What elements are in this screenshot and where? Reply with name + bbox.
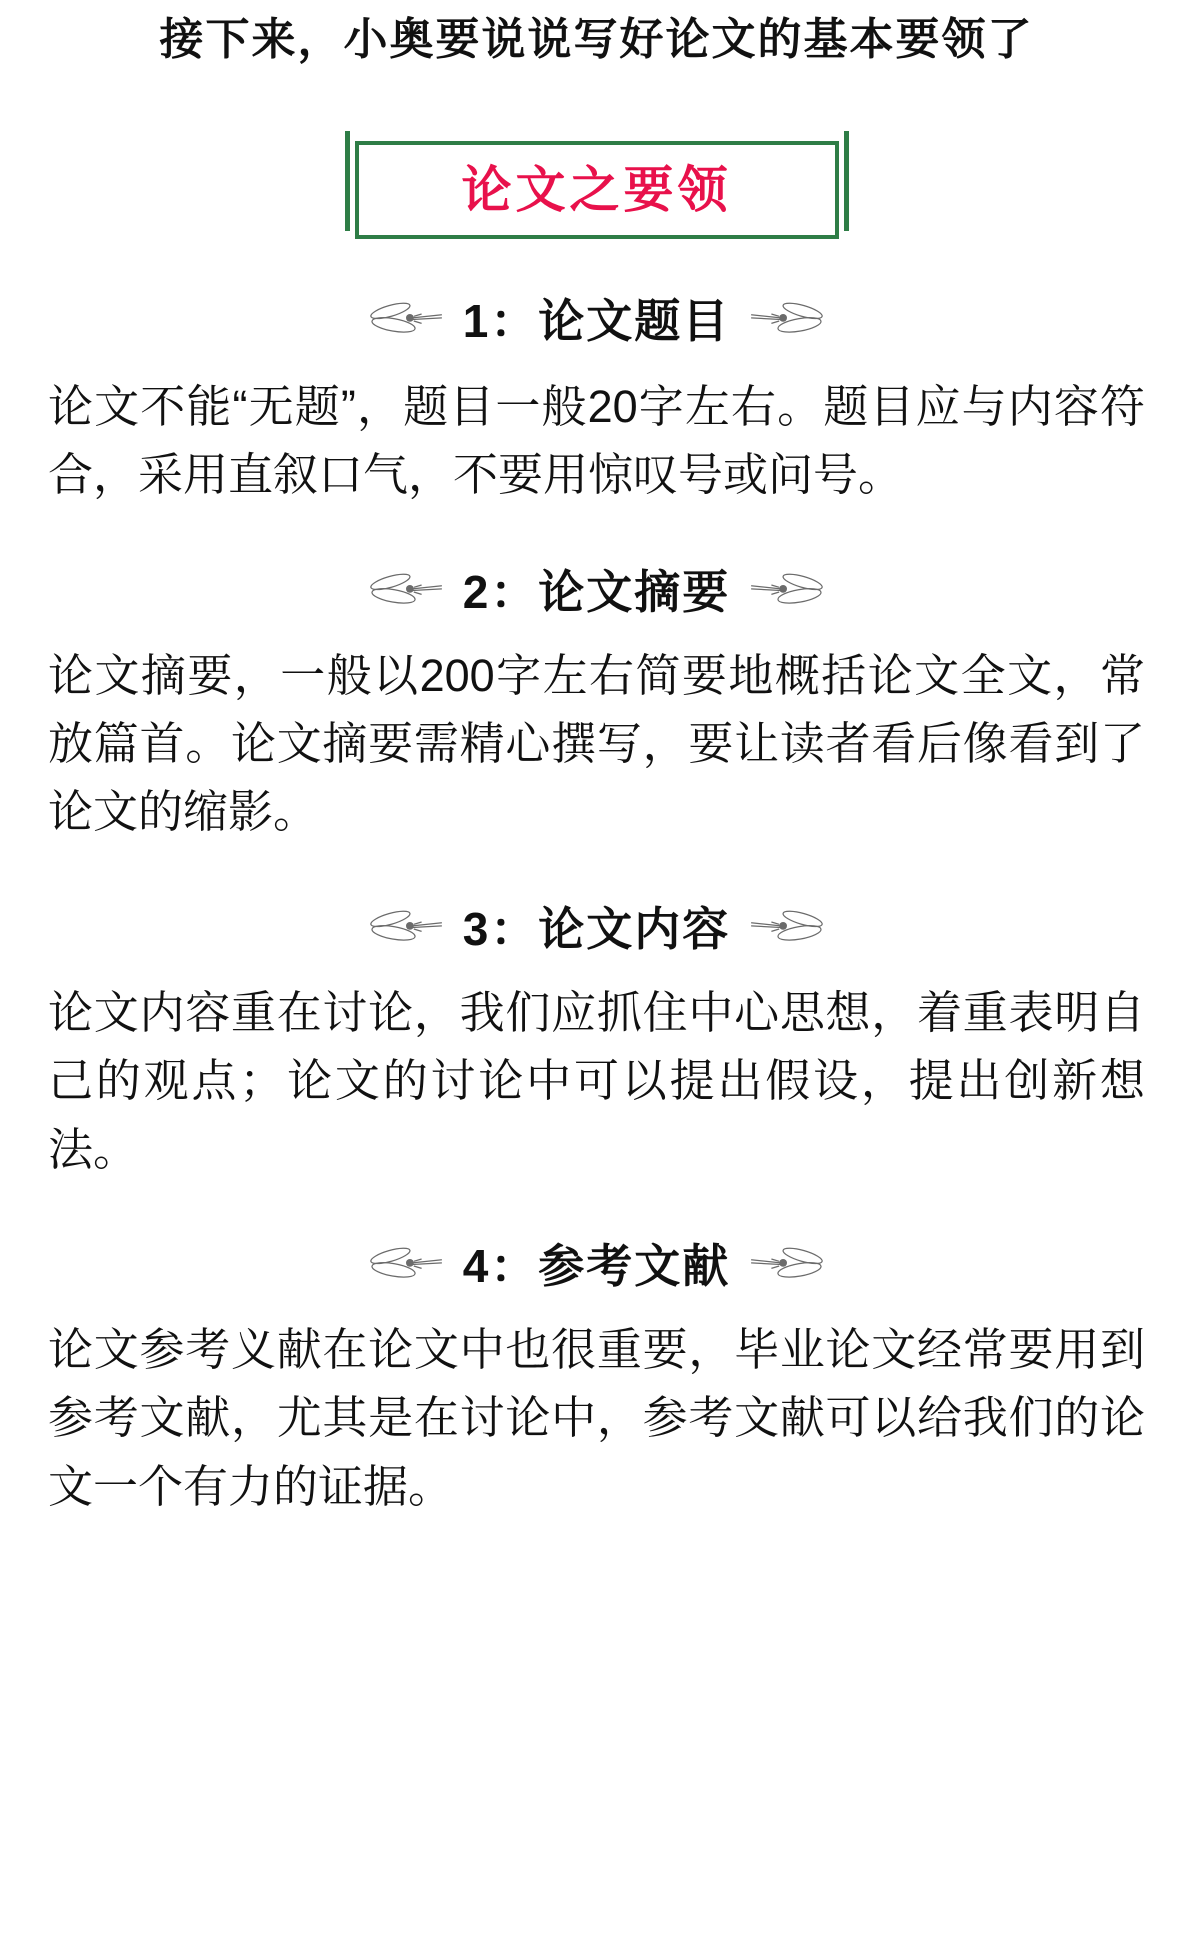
intro-text: 接下来，小奥要说说写好论文的基本要领了 — [159, 15, 1034, 64]
section-2-heading: 2：论文摘要 — [462, 565, 731, 618]
section-3 — [48, 901, 1145, 1184]
section-2 — [48, 564, 1145, 847]
dragonfly-icon — [748, 293, 826, 349]
dragonfly-icon — [748, 901, 826, 957]
section-1-body: 论文不能“无题”，题目一般20字左右。题目应与内容符合，采用直叙口气，不要用惊叹号或问号。 — [48, 380, 1145, 501]
section-3-heading-row — [48, 901, 1145, 957]
dragonfly-icon — [748, 564, 826, 620]
section-1-heading: 1：论文题目 — [462, 294, 731, 347]
dragonfly-icon — [367, 1238, 445, 1294]
section-1-heading-row — [48, 293, 1145, 349]
section-3-body: 论文内容重在讨论，我们应抓住中心思想，着重表明自己的观点；论文的讨论中可以提出假设，提出创新想法。 — [48, 986, 1145, 1175]
dragonfly-icon — [748, 1238, 826, 1294]
title-banner — [355, 141, 839, 239]
article-page — [0, 14, 1193, 1934]
section-4-heading: 4：参考文献 — [462, 1239, 731, 1292]
dragonfly-icon — [367, 901, 445, 957]
section-4-body: 论文参考义献在论文中也很重要，毕业论文经常要用到参考文献，尤其是在讨论中，参考文献可以给我们的论文一个有力的证据。 — [48, 1323, 1145, 1512]
section-2-body: 论文摘要，一般以200字左右简要地概括论文全文，常放篇首。论文摘要需精心撰写，要让读者看后像看到了论文的缩影。 — [48, 649, 1145, 838]
section-4 — [48, 1238, 1145, 1521]
banner-title: 论文之要领 — [461, 161, 732, 218]
dragonfly-icon — [367, 293, 445, 349]
section-4-heading-row — [48, 1238, 1145, 1294]
section-1 — [48, 293, 1145, 510]
section-2-heading-row — [48, 564, 1145, 620]
banner-container — [48, 141, 1145, 239]
section-3-heading: 3：论文内容 — [462, 902, 731, 955]
dragonfly-icon — [367, 564, 445, 620]
